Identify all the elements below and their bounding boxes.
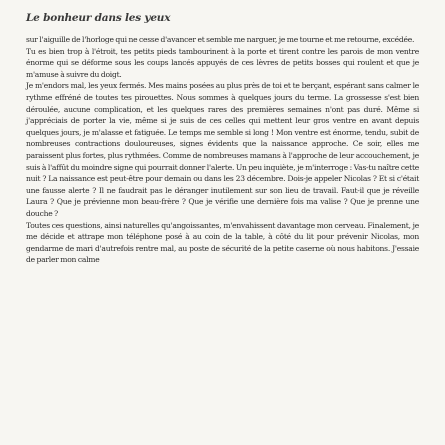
- paragraph-3: Je m'endors mal, les yeux fermés. Mes mains posées au plus près de toi et te berçant, espérant sans calmer le rythme effréné de toutes tes pirouettes. Nous sommes à quelques jours du terme. La grossesse s'est bien déroulée, aucune complication, et les quelques rares des premières semaines n'ont pas duré. Même si j'appréciais de porter la vie, même si je suis de ces celles qui mettent leur gros ventre en avant depuis quelques jours, je m'alasse et fatiguée. Le temps me semble si long ! Mon ventre est énorme, tendu, subit de nombreuses contractions douloureuses, signes évidents que la naissance approche. Ce soir, elles me paraissent plus fortes, plus rythmées. Comme de nombreuses mamans à l'approche de leur accouchement, je suis à l'affût du moindre signe qui pourrait donner l'alerte. Un peu inquiète, je m'interroge : Vas-tu naître cette nuit ? La naissance est peut-être pour demain ou dans les 23 décembre. Dois-je appeler Nicolas ? Et si c'était une fausse alerte ? Il ne faudrait pas le déranger inutilement sur son lieu de travail. Faut-il que je réveille Laura ? Que je prévienne mon beau-frère ? Que je vérifie une dernière fois ma valise ? Que je prenne une douche ?: [26, 81, 419, 218]
- document-title: Le bonheur dans les yeux: [26, 12, 171, 24]
- paragraph-2: Tu es bien trop à l'étroit, tes petits pieds tambourinent à la porte et tirent contre les parois de mon ventre énorme qui se déforme sous les coups lancés appuyés de ces lèvres de petits bosses qui roulent et que je m'amuse à suivre du doigt.: [26, 46, 419, 79]
- paragraph-4: Toutes ces questions, ainsi naturelles qu'angoissantes, m'envahissent davantage mon cerveau. Finalement, je me décide et attrape mon téléphone posé à au coin de la table, à côté du lit pour prévenir Nicolas, mon gendarme de mari d'autrefois rentre mal, au poste de sécurité de la petite caserne où nous habitons. J'essaie de parler mon calme: [26, 220, 419, 265]
- paragraph-1: sur l'aiguille de l'horloge qui ne cesse d'avancer et semble me narguer, je me tourne et me retourne, excédée.: [26, 35, 415, 44]
